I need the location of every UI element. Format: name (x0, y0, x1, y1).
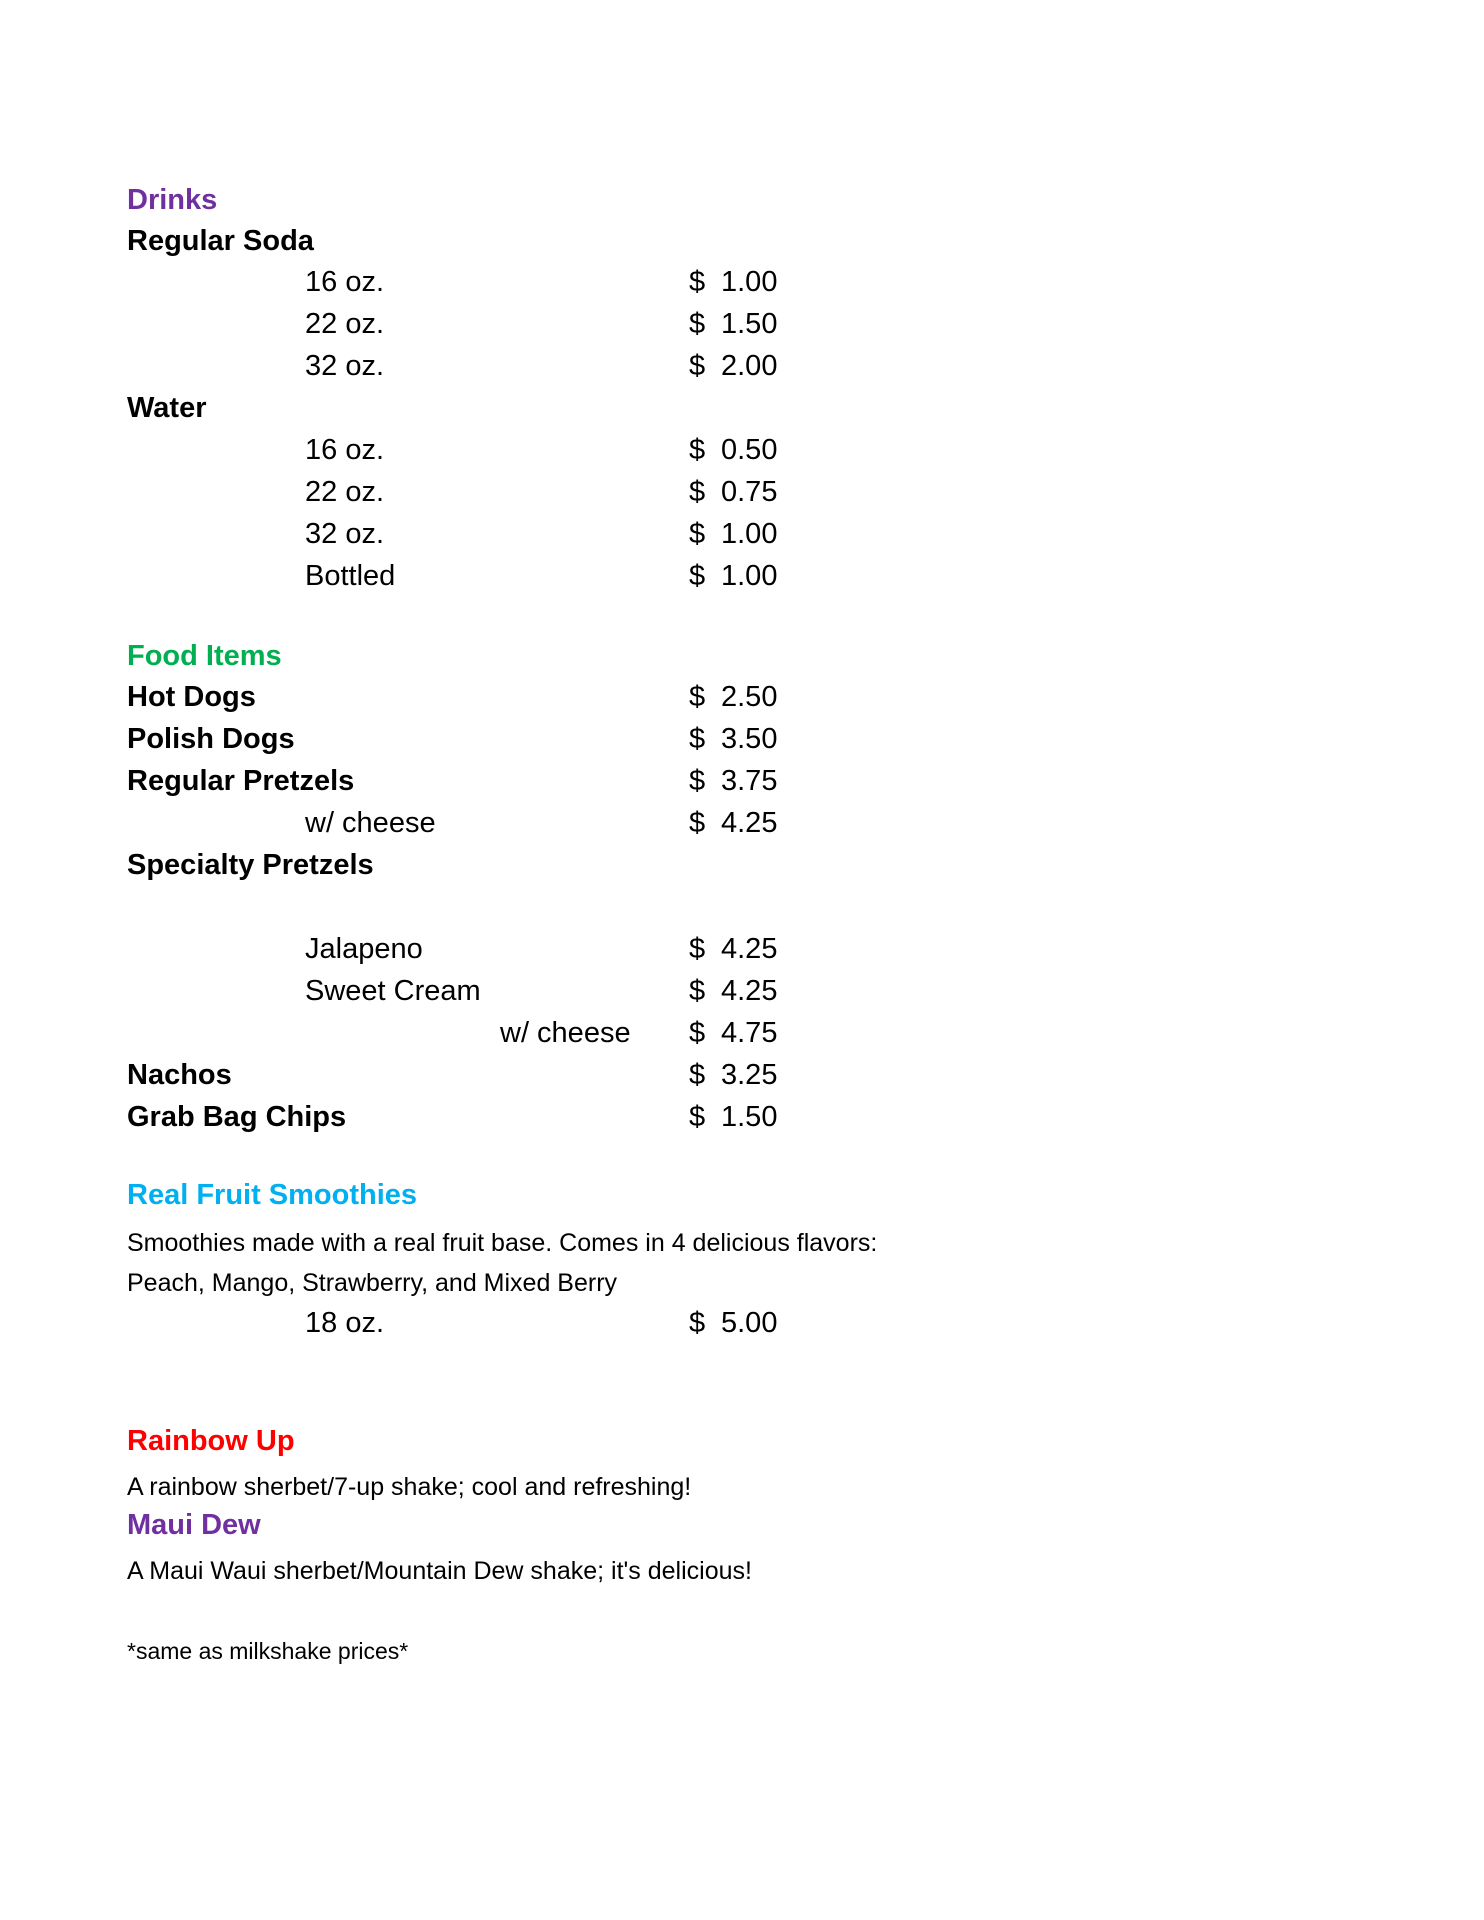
price-value: 1.00 (721, 560, 778, 592)
size-label: 22 oz. (305, 308, 384, 340)
price-value: 1.50 (721, 308, 778, 340)
regular-pretzels-label: Regular Pretzels (127, 765, 355, 797)
currency-symbol: $ (689, 1307, 706, 1339)
price-value: 3.25 (721, 1059, 778, 1091)
price-value: 3.50 (721, 723, 778, 755)
specialty-pretzels-label: Specialty Pretzels (127, 849, 374, 881)
rainbow-up-description: A rainbow sherbet/7-up shake; cool and refreshing! (127, 1473, 692, 1501)
currency-symbol: $ (689, 807, 706, 839)
currency-symbol: $ (689, 476, 706, 508)
price-value: 4.25 (721, 975, 778, 1007)
food-heading: Food Items (127, 640, 282, 672)
currency-symbol: $ (689, 434, 706, 466)
currency-symbol: $ (689, 560, 706, 592)
maui-dew-heading: Maui Dew (127, 1509, 261, 1541)
polish-dogs-label: Polish Dogs (127, 723, 295, 755)
currency-symbol: $ (689, 350, 706, 382)
currency-symbol: $ (689, 308, 706, 340)
maui-dew-description: A Maui Waui sherbet/Mountain Dew shake; it's delicious! (127, 1557, 752, 1585)
price-value: 4.25 (721, 807, 778, 839)
currency-symbol: $ (689, 723, 706, 755)
price-value: 4.25 (721, 933, 778, 965)
price-value: 1.50 (721, 1101, 778, 1133)
size-label: Bottled (305, 560, 396, 592)
currency-symbol: $ (689, 1101, 706, 1133)
smoothies-description-line: Peach, Mango, Strawberry, and Mixed Berry (127, 1269, 618, 1297)
rainbow-up-heading: Rainbow Up (127, 1425, 295, 1457)
hot-dogs-label: Hot Dogs (127, 681, 256, 713)
nachos-label: Nachos (127, 1059, 232, 1091)
price-value: 5.00 (721, 1307, 778, 1339)
jalapeno-label: Jalapeno (305, 933, 423, 965)
price-value: 1.00 (721, 518, 778, 550)
price-value: 2.00 (721, 350, 778, 382)
pretzel-cheese-label: w/ cheese (305, 807, 436, 839)
size-label: 18 oz. (305, 1307, 384, 1339)
currency-symbol: $ (689, 1017, 706, 1049)
smoothies-heading: Real Fruit Smoothies (127, 1179, 418, 1211)
price-value: 1.00 (721, 266, 778, 298)
regular-soda-label: Regular Soda (127, 225, 314, 257)
size-label: 16 oz. (305, 266, 384, 298)
grab-bag-chips-label: Grab Bag Chips (127, 1101, 347, 1133)
size-label: 22 oz. (305, 476, 384, 508)
water-label: Water (127, 392, 207, 424)
currency-symbol: $ (689, 681, 706, 713)
price-value: 2.50 (721, 681, 778, 713)
sweet-cream-label: Sweet Cream (305, 975, 481, 1007)
price-value: 0.75 (721, 476, 778, 508)
price-value: 3.75 (721, 765, 778, 797)
currency-symbol: $ (689, 765, 706, 797)
size-label: 32 oz. (305, 518, 384, 550)
smoothies-description-line: Smoothies made with a real fruit base. Comes in 4 delicious flavors: (127, 1229, 878, 1257)
size-label: 16 oz. (305, 434, 384, 466)
currency-symbol: $ (689, 266, 706, 298)
size-label: 32 oz. (305, 350, 384, 382)
price-value: 0.50 (721, 434, 778, 466)
drinks-heading: Drinks (127, 184, 218, 216)
currency-symbol: $ (689, 933, 706, 965)
currency-symbol: $ (689, 1059, 706, 1091)
price-value: 4.75 (721, 1017, 778, 1049)
currency-symbol: $ (689, 975, 706, 1007)
specialty-cheese-label: w/ cheese (500, 1017, 631, 1049)
currency-symbol: $ (689, 518, 706, 550)
price-note: *same as milkshake prices* (127, 1638, 409, 1664)
